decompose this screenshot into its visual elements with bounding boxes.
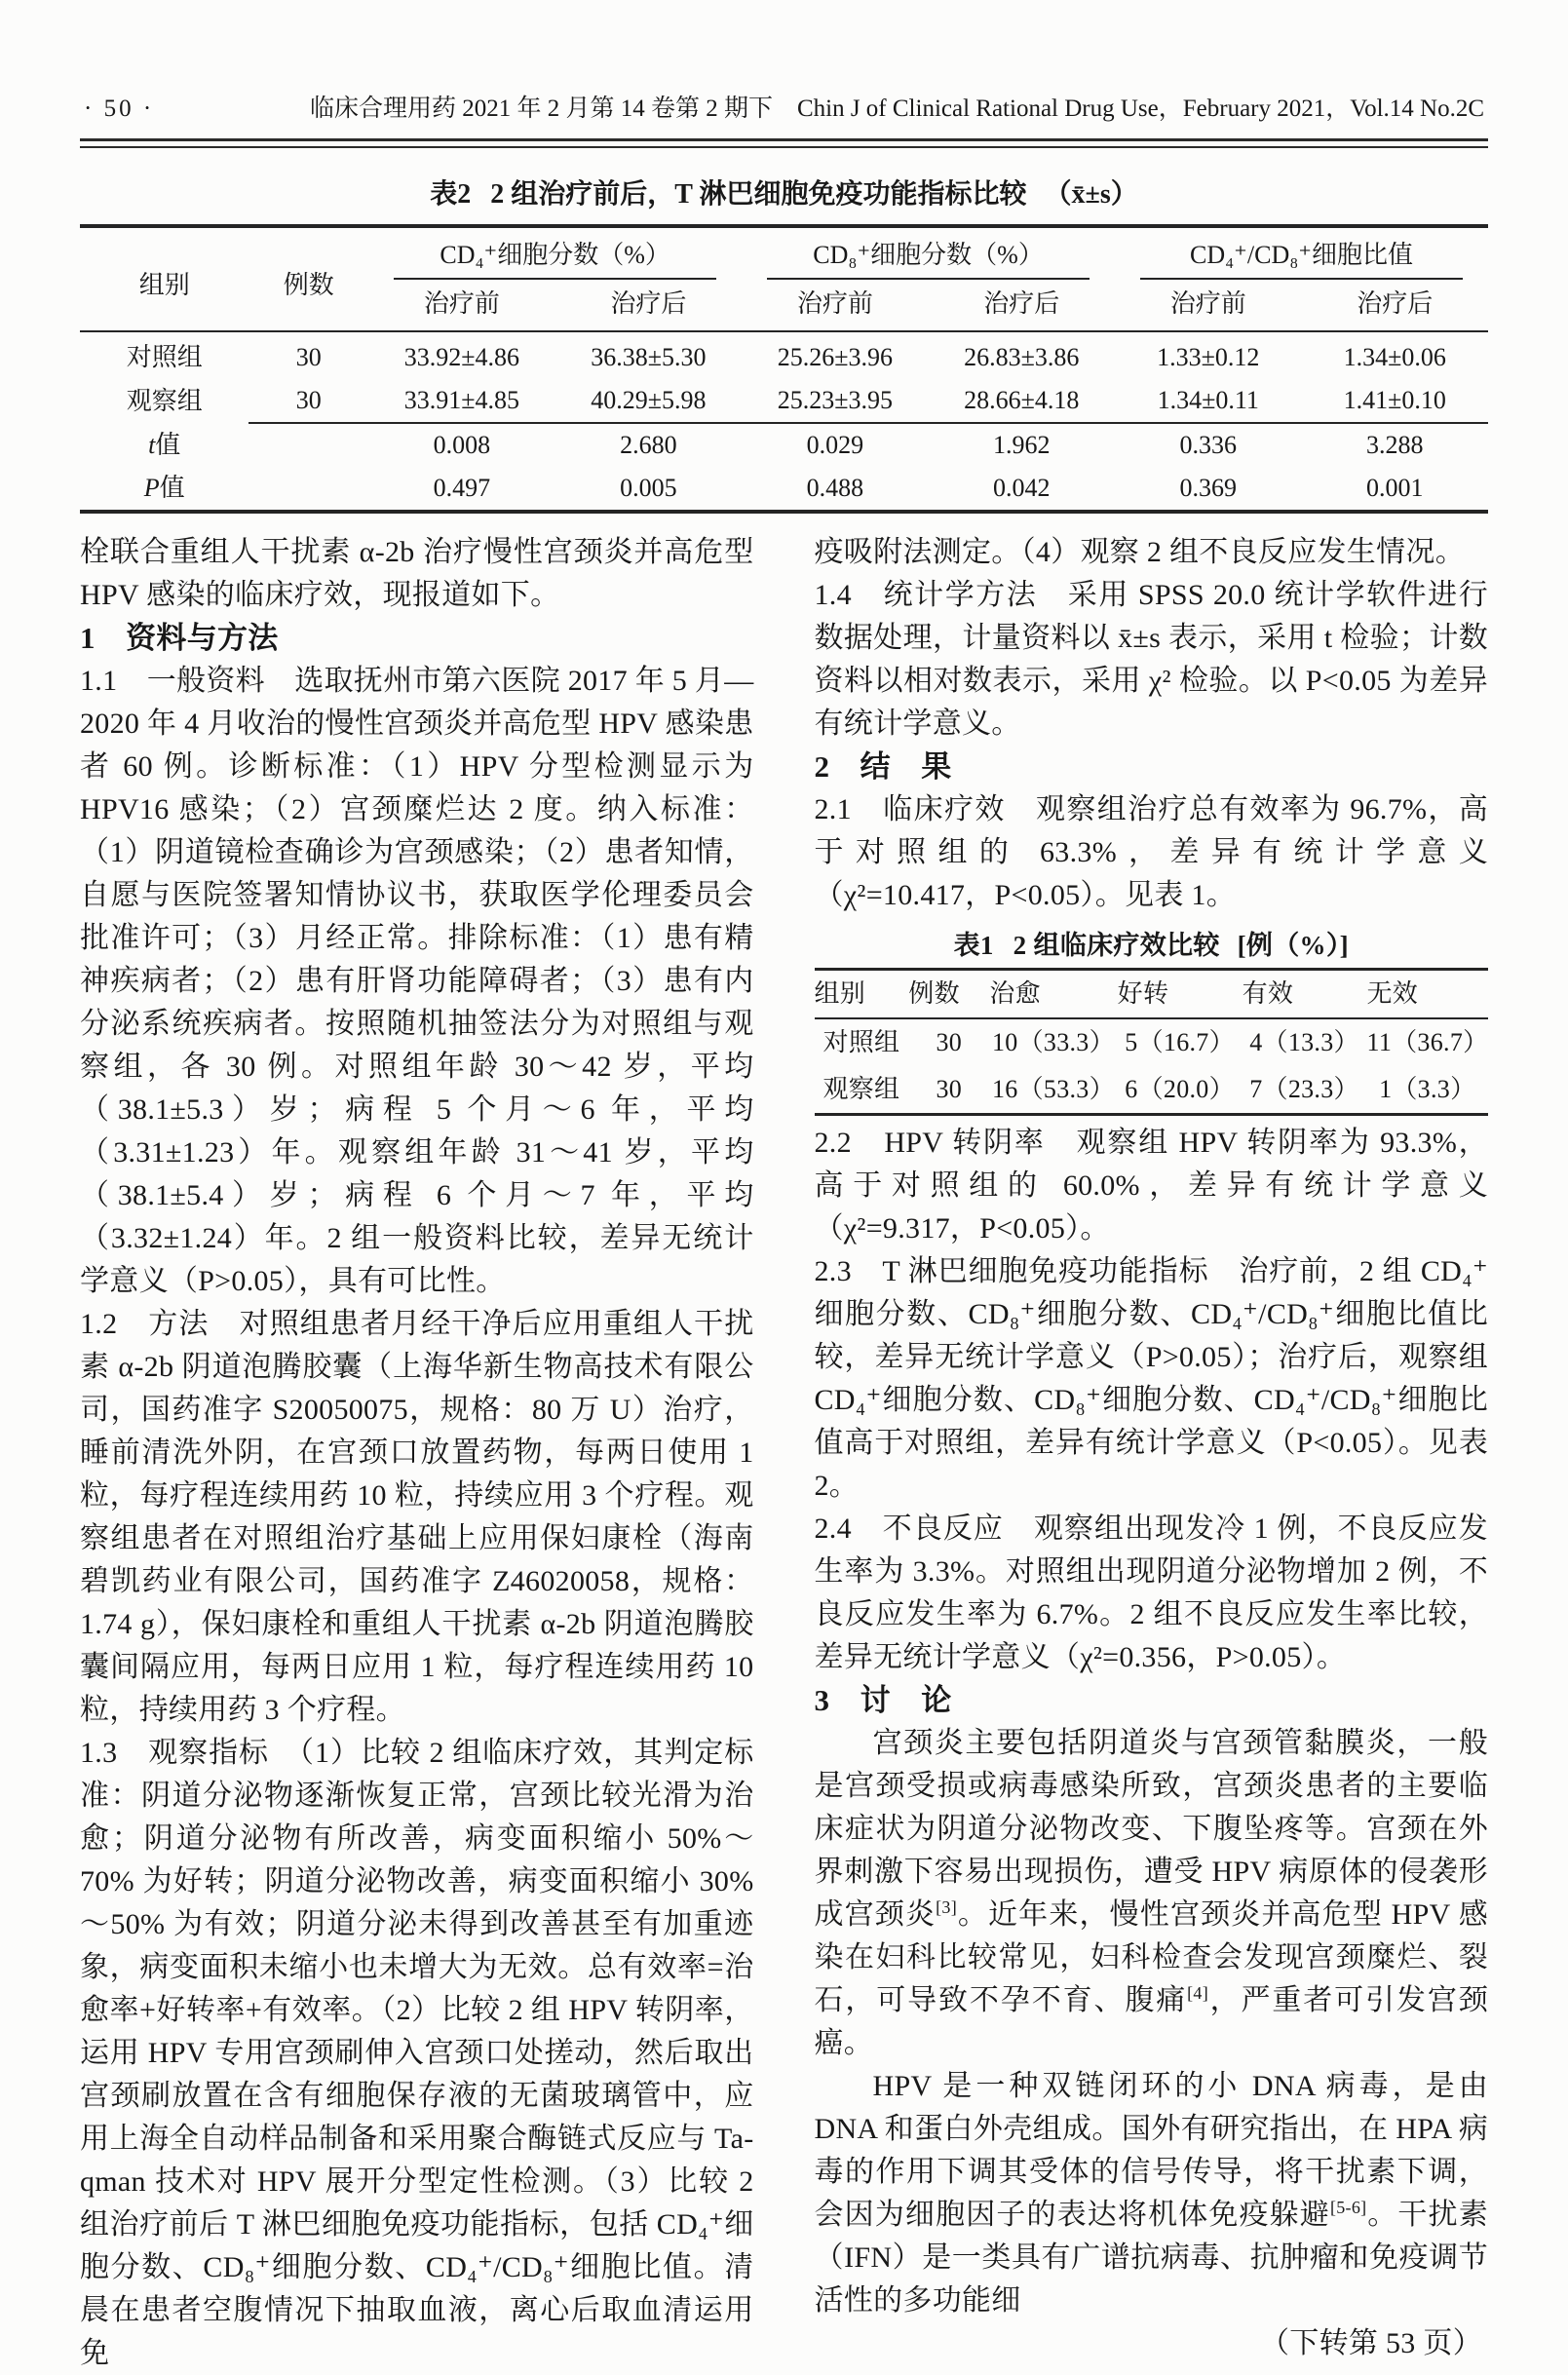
t1-header: 无效	[1366, 970, 1488, 1019]
cell-value: 40.29±5.98	[555, 379, 742, 423]
cell-value: 1.34±0.06	[1343, 343, 1446, 371]
paragraph: 2.1 临床疗效 观察组治疗总有效率为 96.7%，高于对照组的 63.3%，差异有统计学意义（χ²=10.417，P<0.05）。见表 1。	[814, 793, 1488, 911]
subcol-after: 治疗后	[983, 289, 1060, 318]
section-heading: 1 资料与方法	[80, 621, 279, 655]
col-group-ratio: CD₄⁺/CD₈⁺细胞比值	[1115, 226, 1488, 280]
cell-value: 0.497	[433, 474, 491, 502]
subcol-before: 治疗前	[796, 289, 873, 318]
cell-value: 0.042	[993, 474, 1051, 502]
article-body	[80, 531, 1488, 2375]
paragraph: 1.4 统计学方法 采用 SPSS 20.0 统计学软件进行数据处理，计量资料以 x̄±s 表示，采用 t 检验；计数资料以相对数表示，采用 χ² 检验。以 P<0.05 为差异有统计学意义。	[814, 579, 1488, 740]
table2-title-text: 2 组治疗前后，T 淋巴细胞免疫功能指标比较	[490, 179, 1027, 210]
cell-value: 4（13.3）	[1249, 1028, 1359, 1056]
section-heading: 2 结 果	[814, 749, 952, 784]
cell-value: 28.66±4.18	[929, 379, 1115, 423]
col-header-n: 例数	[283, 270, 334, 299]
cell-value: 1.41±0.10	[1301, 379, 1488, 423]
subcol-before: 治疗前	[1169, 289, 1246, 318]
paragraph: 1.1 一般资料 选取抚州市第六医院 2017 年 5 月—2020 年 4 月收治的慢性宫颈炎并高危型 HPV 感染患者 60 例。诊断标准：（1）HPV 分型检测显示为 HPV16 感染；（2）宫颈糜烂达 2 度。纳入标准：（1）阴道镜检查确诊为宫颈感染；（2）患者知情，自愿与医院签署知情协议书，获取医学伦理委员会批准许可；（3）月经正常。排除标准：（1）患有精神疾病者；（2）患有肝肾功能障碍者；（3）患有内分泌系统疾病者。按照随机抽签法分为对照组与观察组，各 30 例。对照组年龄 30～42 岁，平均（38.1±5.3）岁；病程 5 个月～6 年，平均（3.31±1.23）年。观察组年龄 31～41 岁，平均（38.1±5.4）岁；病程 6 个月～7 年，平均（3.32±1.24）年。2 组一般资料比较，差异无统计学意义（P>0.05），具有可比性。	[80, 665, 754, 1297]
paragraph: 宫颈炎主要包括阴道炎与宫颈管黏膜炎，一般是宫颈受损或病毒感染所致，宫颈炎患者的主要临床症状为阴道分泌物改变、下腹坠疼等。宫颈在外界刺激下容易出现损伤，遭受 HPV 病原体的侵袭形成宫颈炎[3]。近年来，慢性宫颈炎并高危型 HPV 感染在妇科比较常见，妇科检查会发现宫颈糜烂、裂石，可导致不孕不育、腹痛[4]，严重者可引发宫颈癌。	[814, 1727, 1489, 2059]
cell-value: 1.962	[993, 431, 1051, 459]
cell-value: 30	[936, 1075, 963, 1103]
cell-value: 5（16.7）	[1125, 1028, 1235, 1056]
t1-header: 例数	[908, 970, 989, 1019]
table1-title	[815, 925, 1489, 966]
right-column-bottom	[815, 1122, 1489, 2322]
cell-value: 2.680	[620, 431, 677, 459]
paragraph: HPV 是一种双链闭环的小 DNA 病毒，是由 DNA 和蛋白外壳组成。国外有研究指出，在 HPA 病毒的作用下调其受体的信号传导，将干扰素下调，会因为细胞因子的表达将机体免疫躲避[5-6]。干扰素（IFN）是一类具有广谱抗病毒、抗肿瘤和免疫调节活性的多功能细	[814, 2070, 1488, 2317]
row-label: 观察组	[126, 386, 203, 415]
t1-header: 有效	[1243, 970, 1367, 1019]
cell-value: 33.92±4.86	[403, 343, 520, 371]
left-column	[80, 531, 754, 2375]
cell-value: 25.26±3.96	[777, 343, 893, 371]
paragraph: 1.2 方法 对照组患者月经干净后应用重组人干扰素 α-2b 阴道泡腾胶囊（上海华新生物高技术有限公司，国药准字 S20050075，规格：80 万 U）治疗，睡前清洗外阴，在宫颈口放置药物，每两日使用 1 粒，每疗程连续用药 10 粒，持续应用 3 个疗程。观察组患者在对照组治疗基础上应用保妇康栓（海南碧凯药业有限公司，国药准字 Z46020058，规格：1.74 g），保妇康栓和重组人干扰素 α-2b 阴道泡腾胶囊间隔应用，每两日应用 1 粒，每疗程连续用药 10 粒，持续用药 3 个疗程。	[80, 1308, 754, 1726]
right-column-top	[815, 531, 1489, 917]
table1-title-text: 2 组临床疗效比较	[1013, 931, 1220, 960]
table1-title-unit: [例（%）]	[1237, 931, 1349, 960]
cell-value: 11（36.7）	[1366, 1028, 1489, 1056]
header-rule	[80, 138, 1488, 148]
page-number: · 50 ·	[84, 96, 155, 122]
cell-value: 0.029	[806, 431, 864, 459]
cell-value: 1.34±0.11	[1115, 379, 1301, 423]
subcol-after: 治疗后	[1357, 289, 1434, 318]
journal-title-line: 临床合理用药 2021 年 2 月第 14 卷第 2 期下 Chin J of Clinical Rational Drug Use，February 2021，Vol.14 No.2C	[309, 96, 1484, 122]
subcol-before: 治疗前	[423, 289, 500, 318]
cell-value: 0.369	[1179, 474, 1237, 502]
t1-header: 治愈	[989, 970, 1117, 1019]
cell-value: 30	[936, 1028, 963, 1056]
row-label: P值	[143, 474, 185, 502]
table2-label: 表2	[430, 179, 472, 210]
cell-value: 3.288	[1365, 431, 1424, 459]
cell-value: 0.488	[806, 474, 864, 502]
t1-header: 好转	[1118, 970, 1243, 1019]
cell-value: 30	[295, 343, 322, 371]
cell-value: 6（20.0）	[1125, 1075, 1235, 1103]
col-group-cd8: CD₈⁺细胞分数（%）	[742, 226, 1115, 280]
cell-value: 0.005	[620, 474, 677, 502]
section-heading: 3 讨 论	[814, 1683, 952, 1717]
table-row	[80, 467, 1488, 512]
paragraph: 2.3 T 淋巴细胞免疫功能指标 治疗前，2 组 CD₄⁺细胞分数、CD₈⁺细胞分数、CD₄⁺/CD₈⁺细胞比值比较，差异无统计学意义（P>0.05）；治疗后，观察组 CD₄⁺细胞分数、CD₈⁺细胞分数、CD₄⁺/CD₈⁺细胞比值高于对照组，差异有统计学意义（P<0.05）。见表 2。	[814, 1255, 1488, 1502]
clinical-efficacy-table	[815, 968, 1489, 1116]
cell-value: 0.336	[1179, 431, 1237, 459]
cell-value: 1（3.3）	[1379, 1075, 1476, 1103]
cell-value: 26.83±3.86	[964, 343, 1080, 371]
cell-value: 0.001	[1365, 474, 1424, 502]
continued-on-page-note: （下转第 53 页）	[1260, 2327, 1482, 2359]
row-label: t值	[148, 430, 181, 459]
cell-value: 30	[249, 379, 368, 423]
paragraph: 疫吸附法测定。（4）观察 2 组不良反应发生情况。	[814, 536, 1465, 568]
cell-value	[249, 467, 368, 512]
cell-value: 16（53.3）	[992, 1075, 1115, 1103]
row-label: 观察组	[822, 1075, 900, 1103]
table-row	[80, 379, 1488, 423]
table-row	[80, 423, 1488, 467]
col-header-group: 组别	[138, 270, 190, 299]
col-group-cd4: CD₄⁺细胞分数（%）	[368, 226, 742, 280]
paragraph: 2.4 不良反应 观察组出现发冷 1 例，不良反应发生率为 3.3%。对照组出现阴道分泌物增加 2 例，不良反应发生率为 6.7%。2 组不良反应发生率比较，差异无统计学意义（χ²=0.356，P>0.05）。	[814, 1513, 1488, 1673]
table-row	[815, 1018, 1489, 1066]
t1-header: 组别	[815, 970, 909, 1019]
page-header	[80, 94, 1488, 138]
cell-value: 36.38±5.30	[591, 343, 707, 371]
row-label: 对照组	[822, 1028, 900, 1056]
paragraph: 2.2 HPV 转阴率 观察组 HPV 转阴率为 93.3%，高于对照组的 60.0%，差异有统计学意义（χ²=9.317，P<0.05）。	[814, 1127, 1488, 1245]
paragraph: 1.3 观察指标 （1）比较 2 组临床疗效，其判定标准：阴道分泌物逐渐恢复正常，宫颈比较光滑为治愈；阴道分泌物有所改善，病变面积缩小 50%～70% 为好转；阴道分泌物改善，病变面积缩小 30%～50% 为有效；阴道分泌未得到改善甚至有加重迹象，病变面积未缩小也未增大为无效。总有效率=治愈率+好转率+有效率。（2）比较 2 组 HPV 转阴率，运用 HPV 专用宫颈刷伸入宫颈口处搓动，然后取出宫颈刷放置在含有细胞保存液的无菌玻璃管中，应用上海全自动样品制备和采用聚合酶链式反应与 Ta-qman 技术对 HPV 展开分型定性检测。（3）比较 2 组治疗前后 T 淋巴细胞免疫功能指标，包括 CD₄⁺细胞分数、CD₈⁺细胞分数、CD₄⁺/CD₈⁺细胞比值。清晨在患者空腹情况下抽取血液，离心后取血清运用免	[80, 1737, 754, 2369]
table2-section	[80, 177, 1488, 514]
treatment-indicators-table	[80, 224, 1488, 514]
cell-value: 10（33.3）	[992, 1028, 1115, 1056]
cell-value: 33.91±4.85	[368, 379, 555, 423]
table2-title	[80, 177, 1488, 212]
table-row	[80, 331, 1488, 379]
table2-title-unit: （x̄±s）	[1044, 179, 1138, 210]
subcol-after: 治疗后	[610, 289, 687, 318]
cell-value: 0.008	[433, 431, 491, 459]
cell-value: 1.33±0.12	[1157, 343, 1260, 371]
table-row	[815, 1066, 1489, 1115]
row-label: 对照组	[126, 343, 203, 371]
table1-label: 表1	[953, 931, 994, 960]
paragraph: 栓联合重组人干扰素 α-2b 治疗慢性宫颈炎并高危型 HPV 感染的临床疗效，现报道如下。	[80, 536, 754, 611]
cell-value: 7（23.3）	[1249, 1075, 1359, 1103]
cell-value	[249, 423, 368, 467]
right-column	[815, 531, 1489, 2375]
cell-value: 25.23±3.95	[742, 379, 928, 423]
